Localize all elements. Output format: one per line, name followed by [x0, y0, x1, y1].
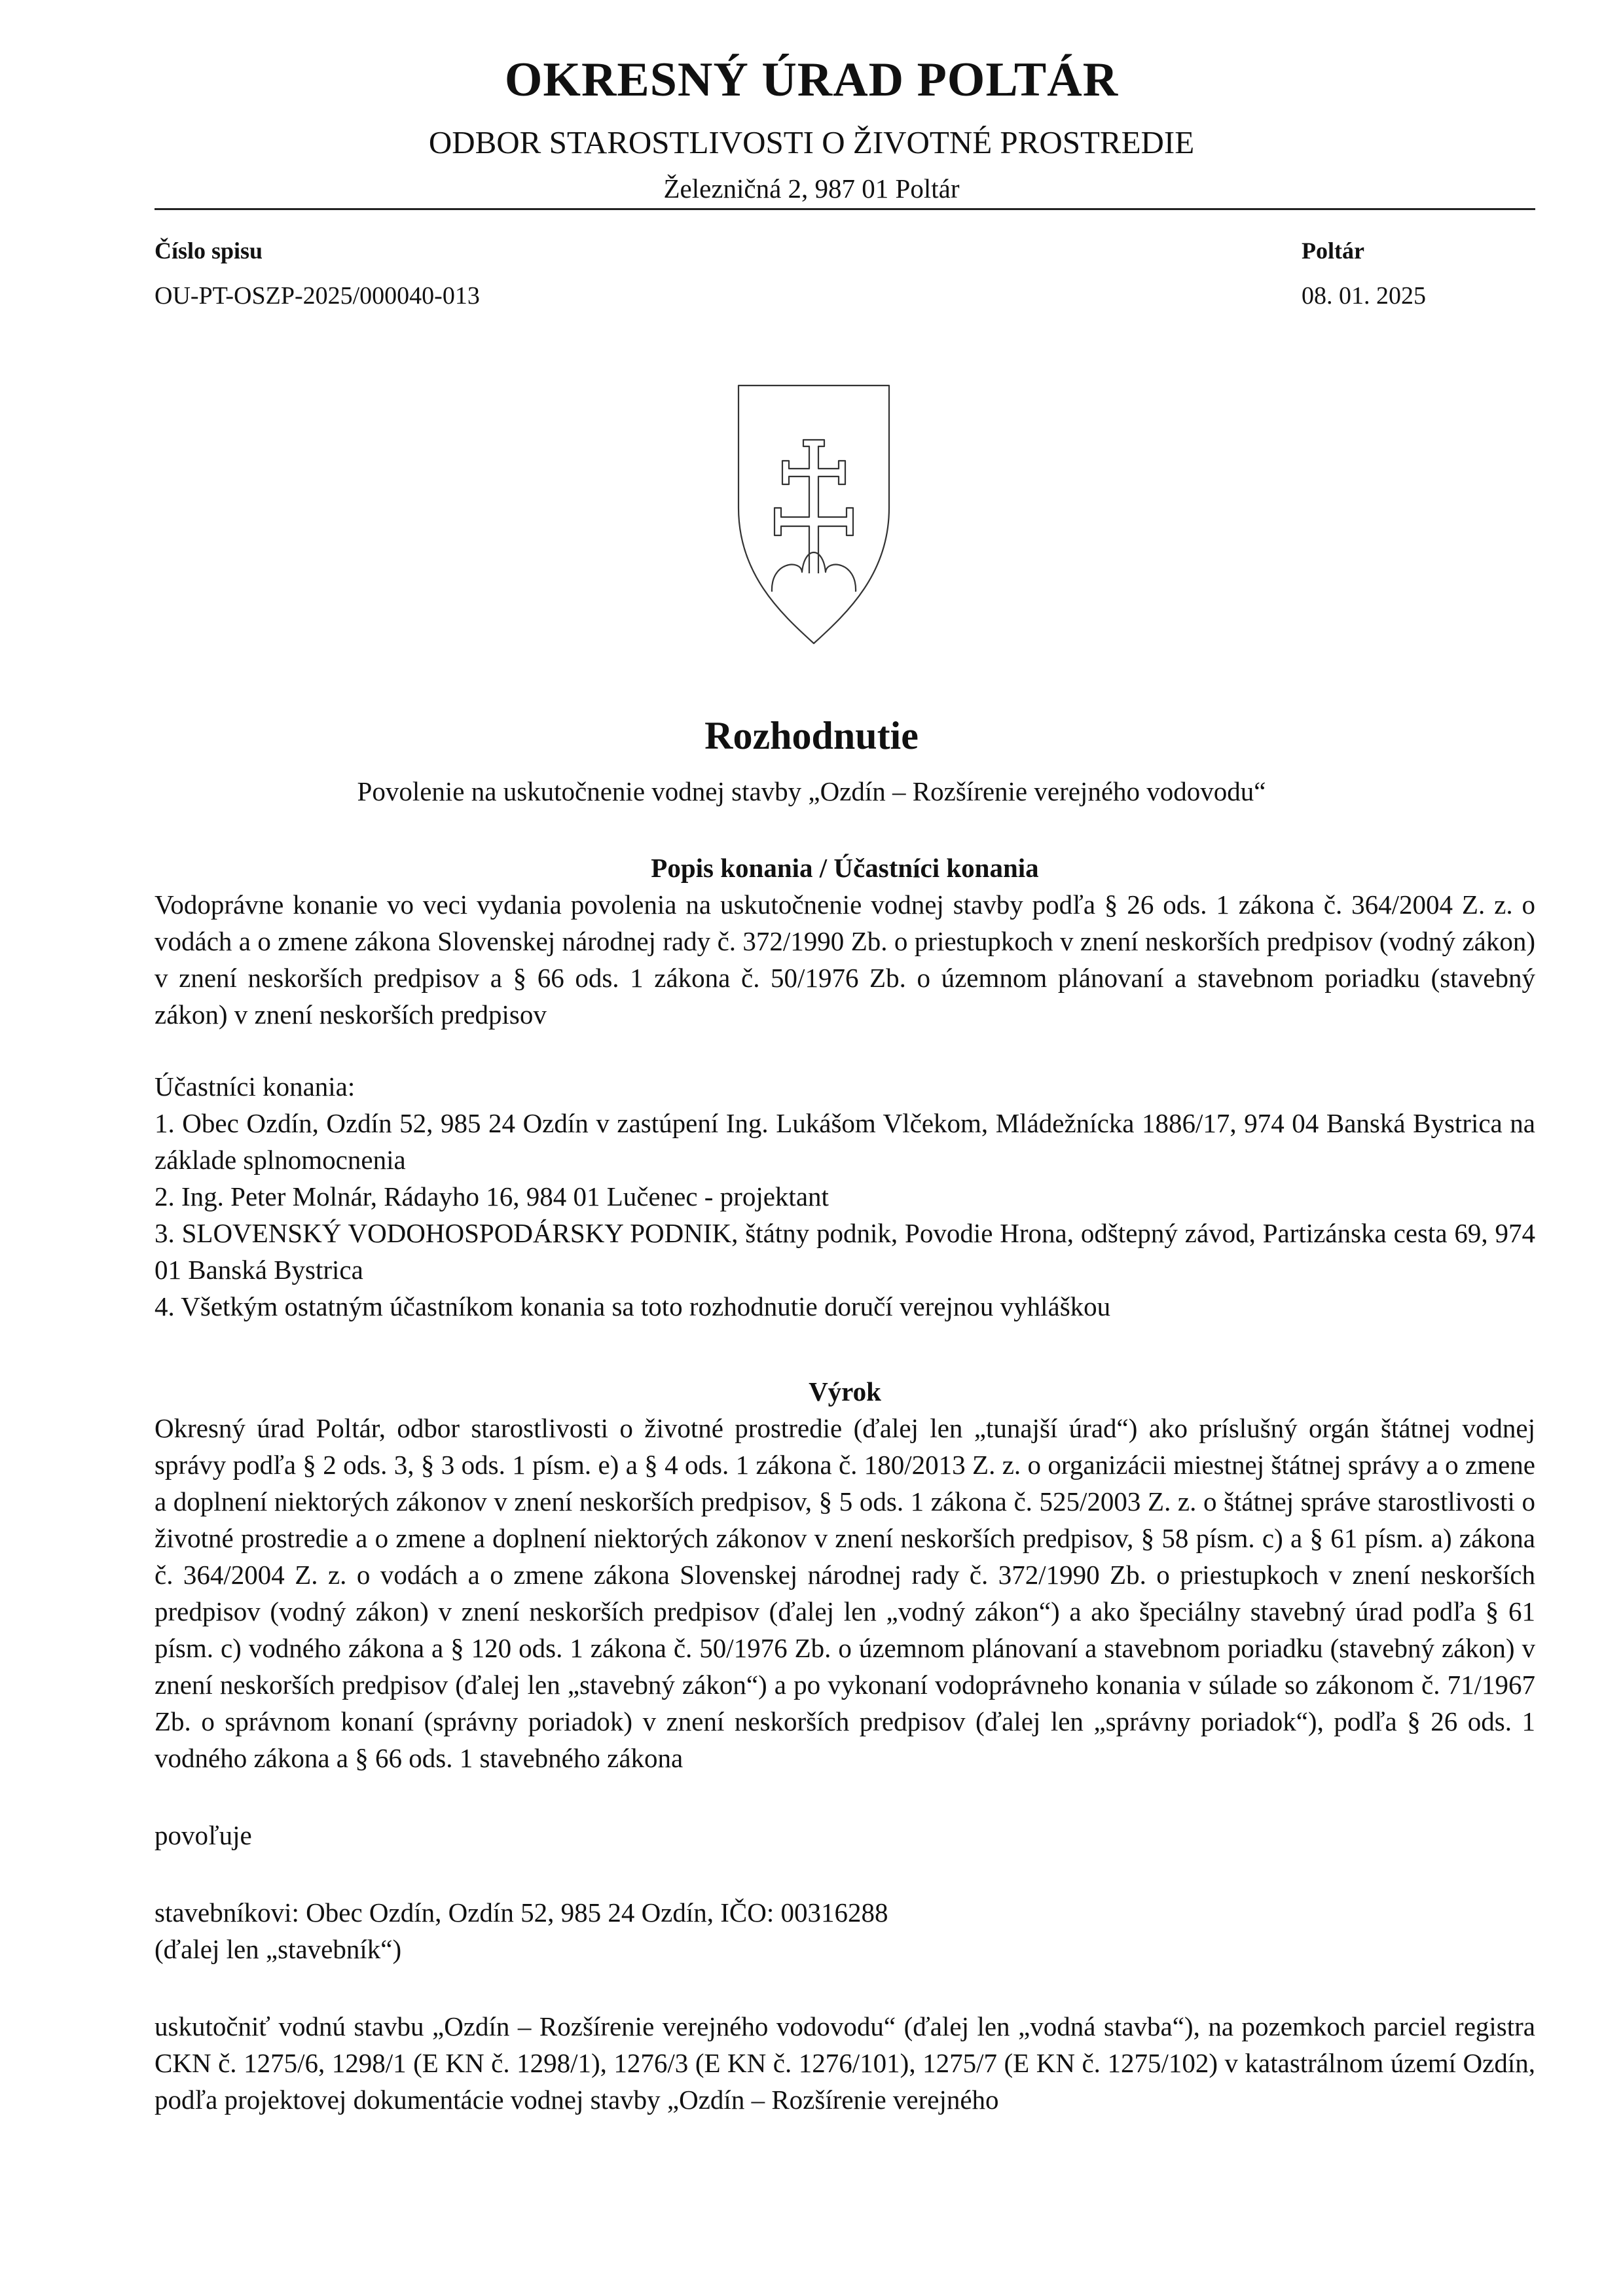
document-body — [155, 850, 1535, 2118]
section-heading-proceeding: Popis konania / Účastníci konania — [651, 853, 1039, 883]
verdict-permits: povoľuje — [155, 1820, 252, 1850]
proceeding-description: Vodoprávne konanie vo veci vydania povolenia na uskutočnenie vodnej stavby podľa § 26 ods. 1 zákona č. 364/2004 Z. z. o vodách a o zmene zákona Slovenskej národnej rady č. 372/1990 Zb. o priestupkoch v znení neskorších predpisov (vodný zákon) v znení neskorších predpisov a § 66 ods. 1 zákona č. 50/1976 Zb. o územnom plánovaní a stavebnom poriadku (stavebný zákon) v znení neskorších predpisov — [155, 889, 1535, 1030]
header-divider — [155, 208, 1535, 210]
date-value: 08. 01. 2025 — [1302, 282, 1426, 310]
builder-line: stavebníkovi: Obec Ozdín, Ozdín 52, 985 24 Ozdín, IČO: 00316288 — [155, 1897, 888, 1928]
verdict-text: Okresný úrad Poltár, odbor starostlivosti o životné prostredie (ďalej len „tunajší úrad“) ako príslušný orgán štátnej vodnej správy podľa § 2 ods. 3, § 3 ods. 1 písm. e) a § 4 ods. 1 zákona č. 180/2013 Z. z. o organizácii miestnej štátnej správy a o zmene a doplnení niektorých zákonov v znení neskorších predpisov, § 5 ods. 1 zákona č. 525/2003 Z. z. o štátnej správe starostlivosti o životné prostredie a o zmene a doplnení niektorých zákonov v znení neskorších predpisov, § 58 písm. c) a § 61 písm. a) zákona č. 364/2004 Z. z. o vodách a o zmene zákona Slovenskej národnej rady č. 372/1990 Zb. o priestupkoch v znení neskorších predpisov (vodný zákon) v znení neskorších predpisov (ďalej len „vodný zákon“) a ako špeciálny stavebný úrad podľa § 61 písm. c) vodného zákona a § 120 ods. 1 zákona č. 50/1976 Zb. o územnom plánovaní a stavebnom poriadku (stavebný zákon) v znení neskorších predpisov (ďalej len „stavebný zákon“) a po vykonaní vodoprávneho konania v súlade so zákonom č. 71/1967 Zb. o správnom konaní (správny poriadok) v znení neskorších predpisov (ďalej len „správny poriadok“), podľa § 26 ods. 1 vodného zákona a § 66 ods. 1 stavebného zákona — [155, 1413, 1535, 1773]
file-number-block — [155, 237, 480, 310]
verdict-final-text: uskutočniť vodnú stavbu „Ozdín – Rozšírenie verejného vodovodu“ (ďalej len „vodná stavba“), na pozemkoch parciel registra CKN č. 1275/6, 1298/1 (E KN č. 1298/1), 1276/3 (E KN č. 1276/101), 1275/7 (E KN č. 1275/102) v katastrálnom území Ozdín, podľa projektovej dokumentácie vodnej stavby „Ozdín – Rozšírenie verejného — [155, 2011, 1535, 2115]
file-number-label: Číslo spisu — [155, 238, 263, 264]
participants-heading: Účastníci konania: — [155, 1071, 356, 1102]
participant-item-2: 2. Ing. Peter Molnár, Rádayho 16, 984 01 Lučenec - projektant — [155, 1181, 829, 1211]
department-name: ODBOR STAROSTLIVOSTI O ŽIVOTNÉ PROSTREDIE — [428, 124, 1195, 161]
office-name: OKRESNÝ ÚRAD POLTÁR — [504, 53, 1119, 107]
place-label: Poltár — [1302, 238, 1364, 264]
letterhead — [0, 54, 1623, 204]
builder-alias: (ďalej len „stavebník“) — [155, 1934, 402, 1964]
document-title-block — [0, 713, 1623, 807]
participant-item-3: 3. SLOVENSKÝ VODOHOSPODÁRSKY PODNIK, štátny podnik, Povodie Hrona, odštepný závod, Partizánska cesta 69, 974 01 Banská Bystrica — [155, 1218, 1535, 1285]
document-title: Rozhodnutie — [704, 714, 919, 757]
document-subtitle: Povolenie na uskutočnenie vodnej stavby „Ozdín – Rozšírenie verejného vodovodu“ — [357, 776, 1266, 806]
file-number-value: OU-PT-OSZP-2025/000040-013 — [155, 282, 480, 310]
coat-of-arms-icon — [737, 384, 891, 645]
participant-item-1: 1. Obec Ozdín, Ozdín 52, 985 24 Ozdín v zastúpení Ing. Lukášom Vlčekom, Mládežnícka 1886/17, 974 04 Banská Bystrica na základe splnomocnenia — [155, 1108, 1535, 1175]
section-heading-verdict: Výrok — [809, 1376, 881, 1407]
office-address: Železničná 2, 987 01 Poltár — [663, 173, 960, 204]
participant-item-4: 4. Všetkým ostatným účastníkom konania sa toto rozhodnutie doručí verejnou vyhláškou — [155, 1291, 1111, 1321]
place-date-block — [1302, 237, 1426, 310]
